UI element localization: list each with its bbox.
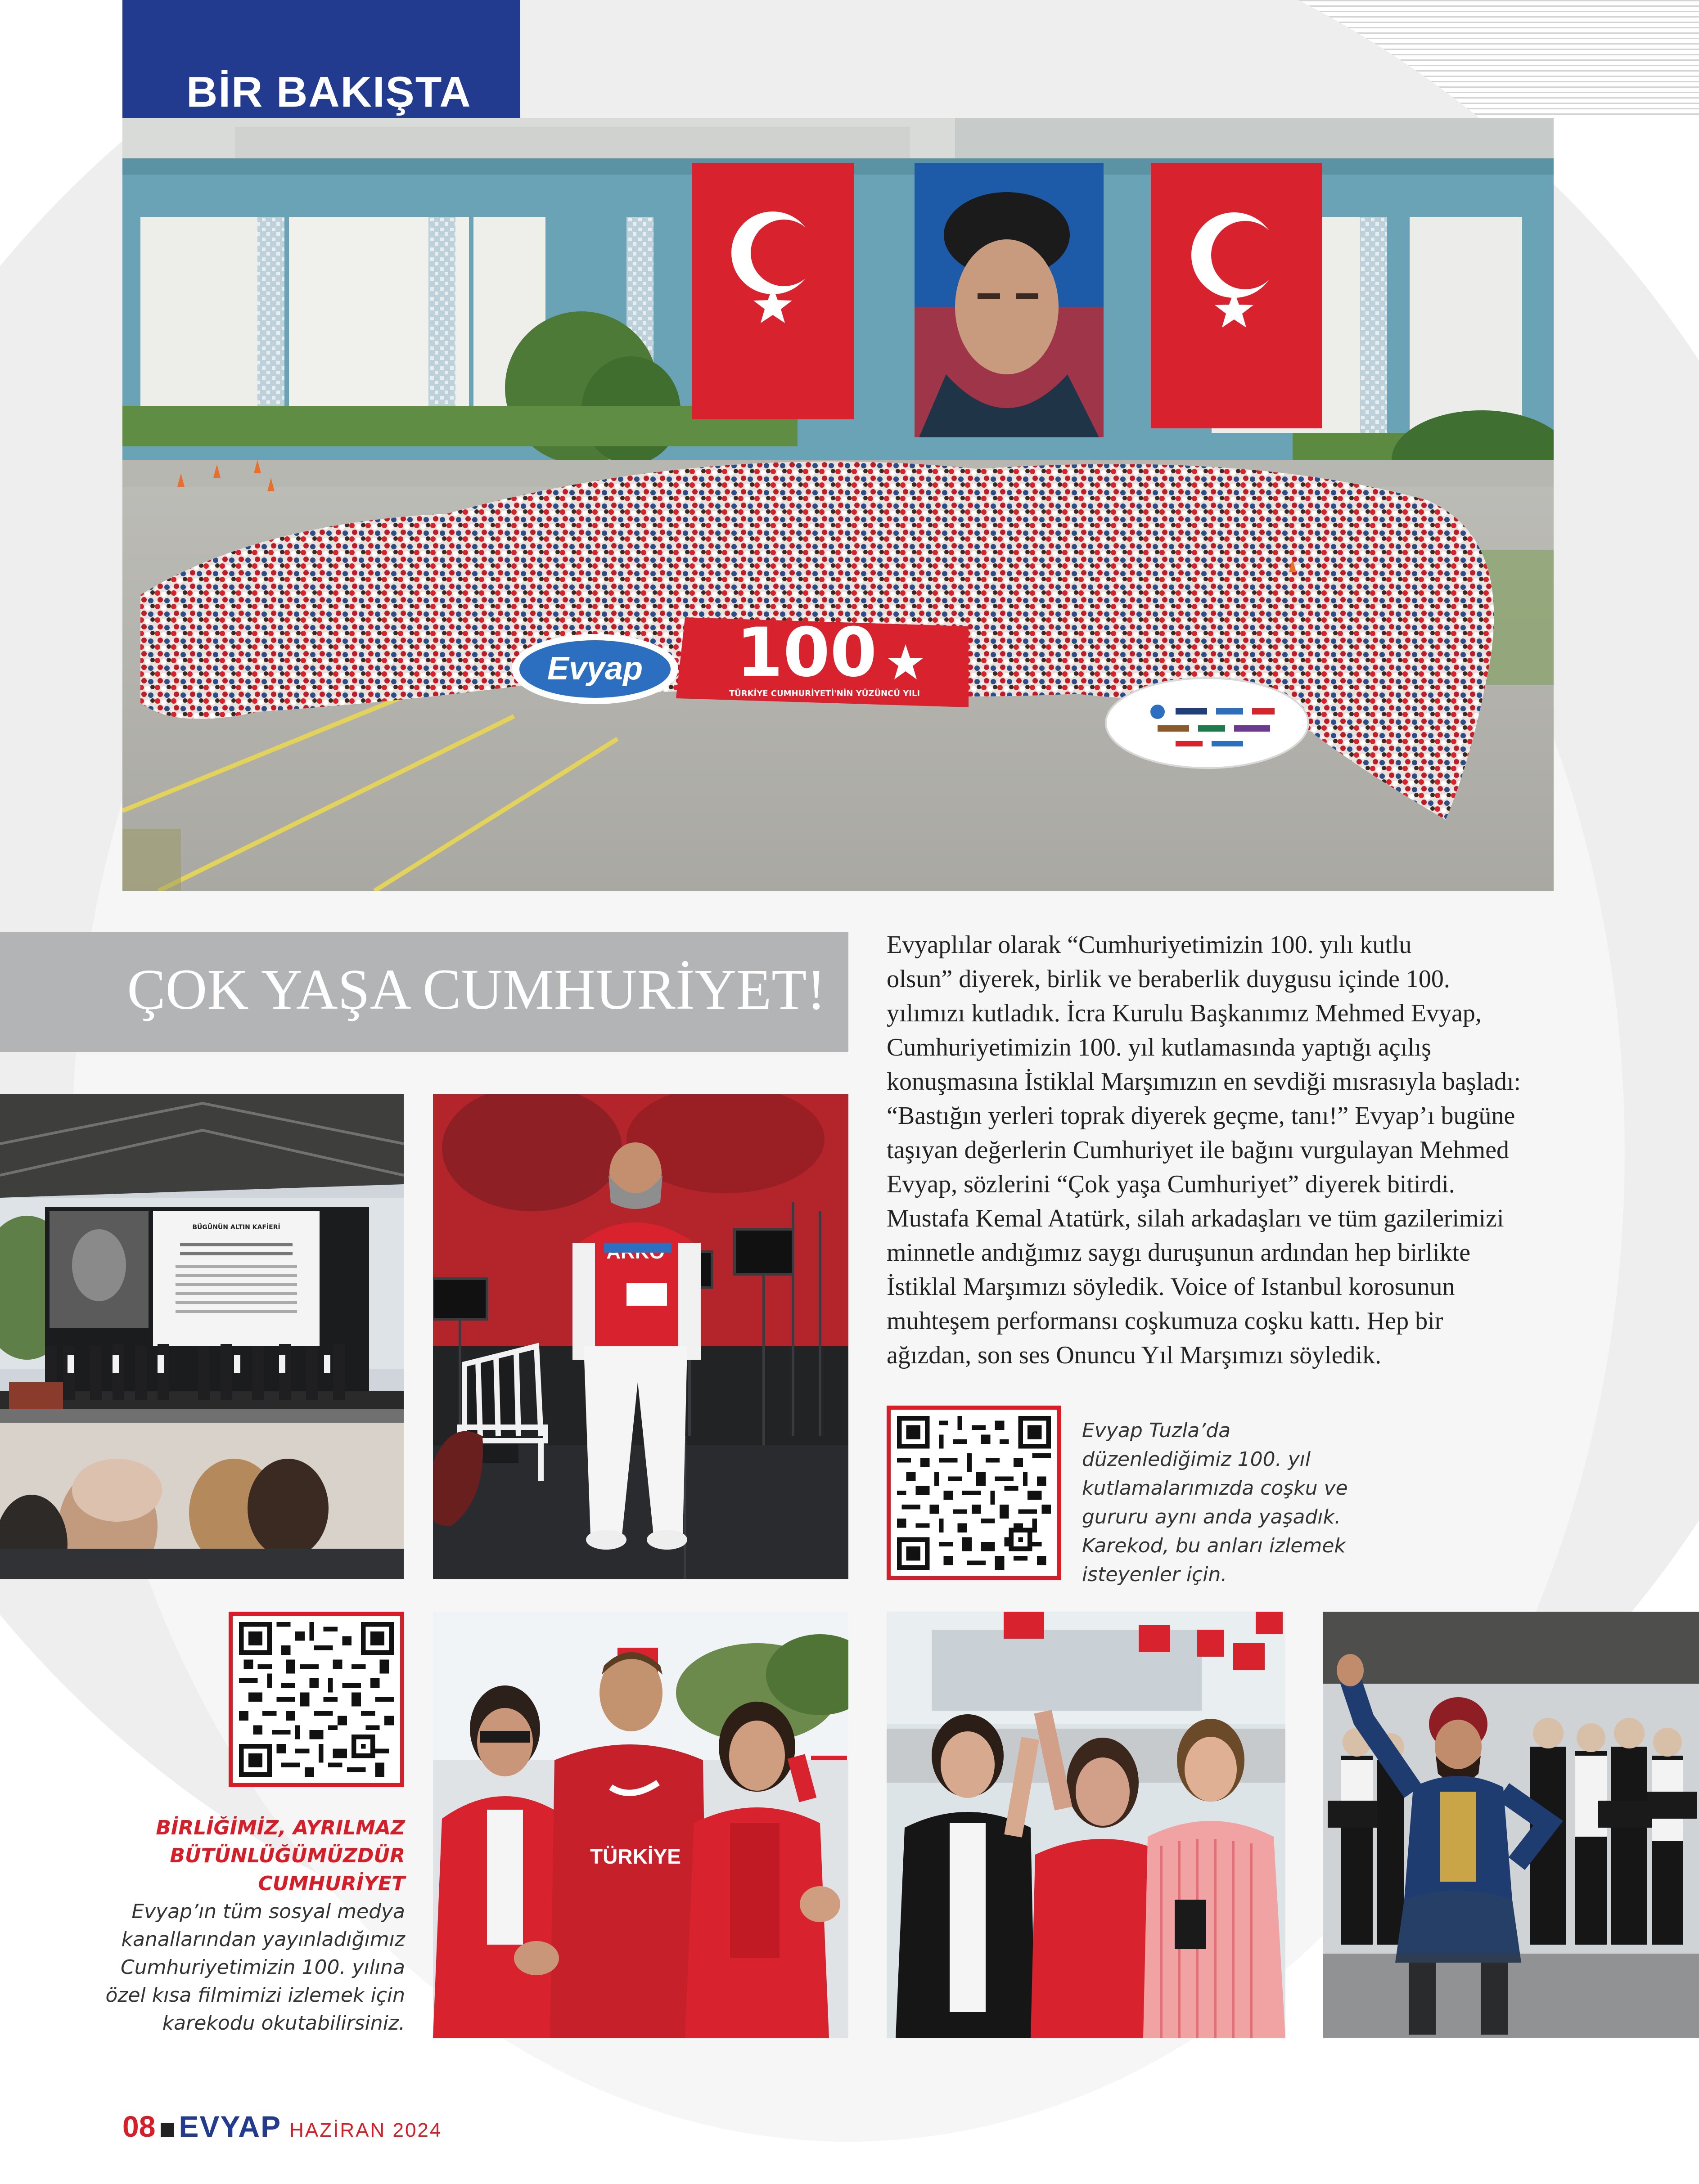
evyap-sign [512,634,678,704]
crowd-photo-middle [887,1612,1285,2038]
caption-line: Evyap’ın tüm sosyal medya [131,1900,405,1923]
article-title-band [0,932,848,1052]
ataturk-portrait-banner [915,163,1104,437]
body-line: taşıyan değerlerin Cumhuriyet ile bağını vurgulayan Mehmed [887,1136,1510,1164]
body-line: Mustafa Kemal Atatürk, silah arkadaşları ve tüm gazilerimizi [887,1204,1504,1232]
page-footer [122,2109,442,2145]
body-line: “Bastığın yerleri toprak diyerek geçme, tanı!” Evyap’ı bugüne [887,1102,1515,1130]
caption-title-line: CUMHURİYET [258,1872,405,1895]
caption-line: Evyap Tuzla’da [1082,1419,1231,1442]
stage-photo-illustration [0,1094,404,1579]
caption-line: isteyenler için. [1082,1563,1227,1586]
brands-oval-sign [1106,678,1308,768]
crowd-photo-left-illustration [433,1612,848,2038]
qr-code-icon [239,1622,394,1777]
body-line: minnetle andığımız saygı duruşunun ardından hep birlikte [887,1239,1471,1267]
qr-code-video[interactable] [887,1406,1061,1580]
body-line: muhteşem performansı coşkumuza coşku kattı. Hep bir [887,1307,1443,1335]
caption-title-line: BİRLİĞİMİZ, AYRILMAZ [156,1816,405,1839]
qr-video-caption [1082,1416,1352,1589]
caption-line: gururu aynı anda yaşadık. [1082,1505,1341,1528]
body-line: Cumhuriyetimizin 100. yıl kutlamasında yaptığı açılış [887,1034,1432,1061]
badge-subtitle: TÜRKİYE CUMHURİYETİ'NİN YÜZÜNCÜ YILI [729,689,920,698]
caption-line: düzenlediğimiz 100. yıl [1082,1448,1311,1471]
page-number: 08 [122,2110,156,2143]
body-line: konuşmasına İstiklal Marşımızın en sevdiği mısrasıyla başladı: [887,1068,1521,1096]
footer-issue: HAZİRAN 2024 [289,2119,442,2141]
caption-line: karekodu okutabilirsiniz. [162,2012,405,2035]
body-line: İstiklal Marşımızı söyledik. Voice of Istanbul korosunun [887,1273,1455,1301]
badge-number: 100 [736,614,877,692]
body-line: Evyaplılar olarak “Cumhuriyetimizin 100. yılı kutlu [887,931,1412,959]
crowd-shirt-text: TÜRKİYE [590,1845,681,1868]
performer-photo [1323,1612,1699,2038]
section-label: BİR BAKIŞTA [186,68,472,116]
hero-photo [122,118,1554,891]
footer-brand: EVYAP [179,2110,282,2143]
speaker-photo [433,1094,848,1579]
performer-photo-illustration [1323,1612,1699,2038]
crowd-photo-left [433,1612,848,2038]
body-line: olsun” diyerek, birlik ve beraberlik duygusu içinde 100. [887,965,1450,993]
caption-line: kanallarından yayınladığımız [121,1928,405,1951]
footer-square-icon [161,2123,174,2137]
hero-photo-illustration [122,118,1554,891]
article-body [887,928,1530,1372]
body-line: ağızdan, son ses Onuncu Yıl Marşımızı söyledik. [887,1341,1382,1369]
speaker-photo-illustration [433,1094,848,1579]
qr-code-film[interactable] [229,1612,404,1787]
caption-line: Karekod, bu anları izlemek [1082,1534,1346,1557]
body-line: yılımızı kutladık. İcra Kurulu Başkanımız Mehmed Evyap, [887,999,1482,1027]
body-line: Evyap, sözlerini “Çok yaşa Cumhuriyet” diyerek bitirdi. [887,1170,1455,1198]
stage-screen-title: BÜGÜNÜN ALTIN KAFİERİ [192,1224,280,1231]
article-title: ÇOK YAŞA CUMHURİYET! [127,957,826,1021]
centenary-badge [676,614,969,707]
caption-line: Cumhuriyetimizin 100. yılına [121,1956,405,1979]
crowd-photo-middle-illustration [887,1612,1285,2038]
stage-photo [0,1094,404,1579]
qr-film-caption [68,1814,405,2037]
qr-code-icon [897,1416,1051,1570]
caption-line: kutlamalarımızda coşku ve [1082,1477,1348,1500]
section-tab [122,0,520,118]
evyap-sign-text: Evyap [547,651,643,687]
caption-line: özel kısa filmimizi izlemek için [105,1984,405,2007]
caption-title-line: BÜTÜNLÜĞÜMÜZDÜR [170,1844,405,1867]
